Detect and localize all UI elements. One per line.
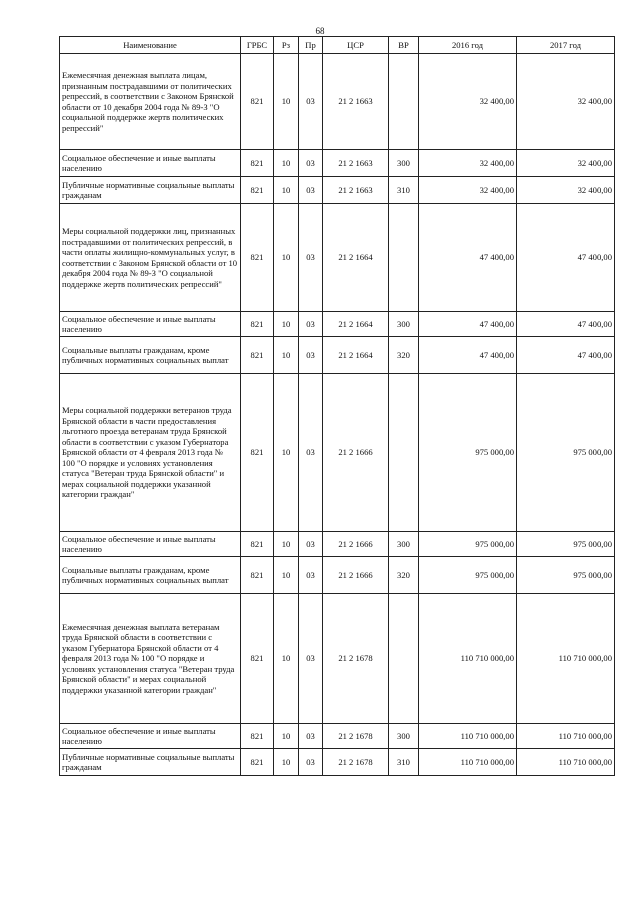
cell-rz: 10: [274, 724, 299, 749]
cell-rz: 10: [274, 150, 299, 177]
cell-2016: 110 710 000,00: [419, 749, 517, 776]
cell-2016: 32 400,00: [419, 177, 517, 204]
cell-vr: [389, 374, 419, 532]
cell-pr: 03: [299, 312, 323, 337]
cell-csr: 21 2 1663: [323, 54, 389, 150]
cell-csr: 21 2 1663: [323, 177, 389, 204]
cell-name: Меры социальной поддержки лиц, признанных пострадавшими от политических репрессий, в части оплаты жилищно-коммунальных услуг, в соответствии с Законом Брянской области от 10 декабря 2004 года № 89-З "О социальной поддержке жертв политических репрессий": [60, 204, 241, 312]
cell-2016: 47 400,00: [419, 204, 517, 312]
cell-name: Социальное обеспечение и иные выплаты населению: [60, 724, 241, 749]
cell-2017: 47 400,00: [517, 337, 615, 374]
cell-pr: 03: [299, 749, 323, 776]
cell-rz: 10: [274, 177, 299, 204]
cell-name: Социальное обеспечение и иные выплаты населению: [60, 312, 241, 337]
cell-2017: 32 400,00: [517, 177, 615, 204]
cell-pr: 03: [299, 337, 323, 374]
cell-2017: 47 400,00: [517, 204, 615, 312]
cell-grbs: 821: [241, 312, 274, 337]
cell-2017: 32 400,00: [517, 150, 615, 177]
cell-csr: 21 2 1664: [323, 204, 389, 312]
cell-2016: 32 400,00: [419, 54, 517, 150]
cell-2016: 110 710 000,00: [419, 594, 517, 724]
cell-vr: 310: [389, 749, 419, 776]
cell-name: Публичные нормативные социальные выплаты гражданам: [60, 177, 241, 204]
cell-2017: 110 710 000,00: [517, 724, 615, 749]
cell-grbs: 821: [241, 724, 274, 749]
table-row: [60, 724, 615, 749]
cell-pr: 03: [299, 54, 323, 150]
cell-vr: 300: [389, 724, 419, 749]
cell-name: Социальные выплаты гражданам, кроме публичных нормативных социальных выплат: [60, 337, 241, 374]
cell-2016: 32 400,00: [419, 150, 517, 177]
cell-2016: 47 400,00: [419, 337, 517, 374]
cell-csr: 21 2 1666: [323, 374, 389, 532]
cell-csr: 21 2 1663: [323, 150, 389, 177]
table-row: [60, 557, 615, 594]
cell-2017: 32 400,00: [517, 54, 615, 150]
table-row: [60, 312, 615, 337]
table-header-row: [60, 37, 615, 54]
cell-vr: 320: [389, 557, 419, 594]
cell-vr: [389, 204, 419, 312]
table-row: [60, 54, 615, 150]
table-row: [60, 749, 615, 776]
cell-2016: 975 000,00: [419, 532, 517, 557]
cell-name: Социальное обеспечение и иные выплаты населению: [60, 150, 241, 177]
cell-name: Ежемесячная денежная выплата ветеранам труда Брянской области в соответствии с указом Губернатора Брянской области от 4 февраля 2013 года № 100 "О порядке и условиях установления статуса "Ветеран труда Брянской области" и мерах социальной поддержки указанной категории граждан": [60, 594, 241, 724]
cell-2017: 975 000,00: [517, 374, 615, 532]
cell-rz: 10: [274, 374, 299, 532]
cell-vr: [389, 594, 419, 724]
cell-rz: 10: [274, 749, 299, 776]
cell-rz: 10: [274, 312, 299, 337]
cell-grbs: 821: [241, 594, 274, 724]
header-year-2017: 2017 год: [517, 37, 615, 54]
cell-pr: 03: [299, 177, 323, 204]
table-row: [60, 374, 615, 532]
cell-pr: 03: [299, 724, 323, 749]
cell-vr: [389, 54, 419, 150]
header-year-2016: 2016 год: [419, 37, 517, 54]
cell-rz: 10: [274, 337, 299, 374]
cell-pr: 03: [299, 557, 323, 594]
cell-rz: 10: [274, 54, 299, 150]
cell-pr: 03: [299, 594, 323, 724]
header-vr: ВР: [389, 37, 419, 54]
cell-rz: 10: [274, 532, 299, 557]
cell-vr: 300: [389, 532, 419, 557]
cell-csr: 21 2 1678: [323, 749, 389, 776]
cell-name: Социальное обеспечение и иные выплаты населению: [60, 532, 241, 557]
cell-grbs: 821: [241, 204, 274, 312]
cell-2017: 110 710 000,00: [517, 749, 615, 776]
cell-2016: 975 000,00: [419, 374, 517, 532]
cell-csr: 21 2 1666: [323, 532, 389, 557]
page-number: 68: [315, 26, 325, 36]
cell-rz: 10: [274, 594, 299, 724]
cell-name: Социальные выплаты гражданам, кроме публичных нормативных социальных выплат: [60, 557, 241, 594]
cell-2016: 47 400,00: [419, 312, 517, 337]
cell-grbs: 821: [241, 532, 274, 557]
cell-name: Меры социальной поддержки ветеранов труда Брянской области в части предоставления льготного проезда ветеранам труда Брянской области в соответствии с указом Губернатора Брянской области от 4 февраля 2013 года № 100 "О порядке и условиях установления статуса "Ветеран труда Брянской области" и мерах социальной поддержки указанной категории граждан": [60, 374, 241, 532]
cell-2016: 975 000,00: [419, 557, 517, 594]
table-row: [60, 150, 615, 177]
cell-csr: 21 2 1666: [323, 557, 389, 594]
cell-pr: 03: [299, 204, 323, 312]
cell-2016: 110 710 000,00: [419, 724, 517, 749]
cell-vr: 320: [389, 337, 419, 374]
cell-grbs: 821: [241, 337, 274, 374]
table-row: [60, 177, 615, 204]
budget-table: [59, 36, 615, 776]
table-row: [60, 337, 615, 374]
cell-csr: 21 2 1664: [323, 337, 389, 374]
cell-name: Публичные нормативные социальные выплаты гражданам: [60, 749, 241, 776]
cell-csr: 21 2 1678: [323, 594, 389, 724]
cell-2017: 975 000,00: [517, 557, 615, 594]
cell-vr: 300: [389, 312, 419, 337]
cell-rz: 10: [274, 557, 299, 594]
cell-pr: 03: [299, 150, 323, 177]
cell-pr: 03: [299, 532, 323, 557]
cell-grbs: 821: [241, 374, 274, 532]
cell-grbs: 821: [241, 54, 274, 150]
cell-pr: 03: [299, 374, 323, 532]
table-row: [60, 204, 615, 312]
header-pr: Пр: [299, 37, 323, 54]
cell-csr: 21 2 1678: [323, 724, 389, 749]
cell-vr: 300: [389, 150, 419, 177]
cell-grbs: 821: [241, 557, 274, 594]
table-row: [60, 532, 615, 557]
header-grbs: ГРБС: [241, 37, 274, 54]
cell-vr: 310: [389, 177, 419, 204]
cell-name: Ежемесячная денежная выплата лицам, признанным пострадавшими от политических репрессий, в соответствии с Законом Брянской области от 10 декабря 2004 года № 89-З "О социальной поддержке жертв политических репрессий": [60, 54, 241, 150]
cell-rz: 10: [274, 204, 299, 312]
cell-2017: 47 400,00: [517, 312, 615, 337]
cell-csr: 21 2 1664: [323, 312, 389, 337]
cell-grbs: 821: [241, 150, 274, 177]
table-row: [60, 594, 615, 724]
cell-2017: 110 710 000,00: [517, 594, 615, 724]
header-name: Наименование: [60, 37, 241, 54]
cell-2017: 975 000,00: [517, 532, 615, 557]
cell-grbs: 821: [241, 177, 274, 204]
cell-grbs: 821: [241, 749, 274, 776]
header-csr: ЦСР: [323, 37, 389, 54]
header-rz: Рз: [274, 37, 299, 54]
